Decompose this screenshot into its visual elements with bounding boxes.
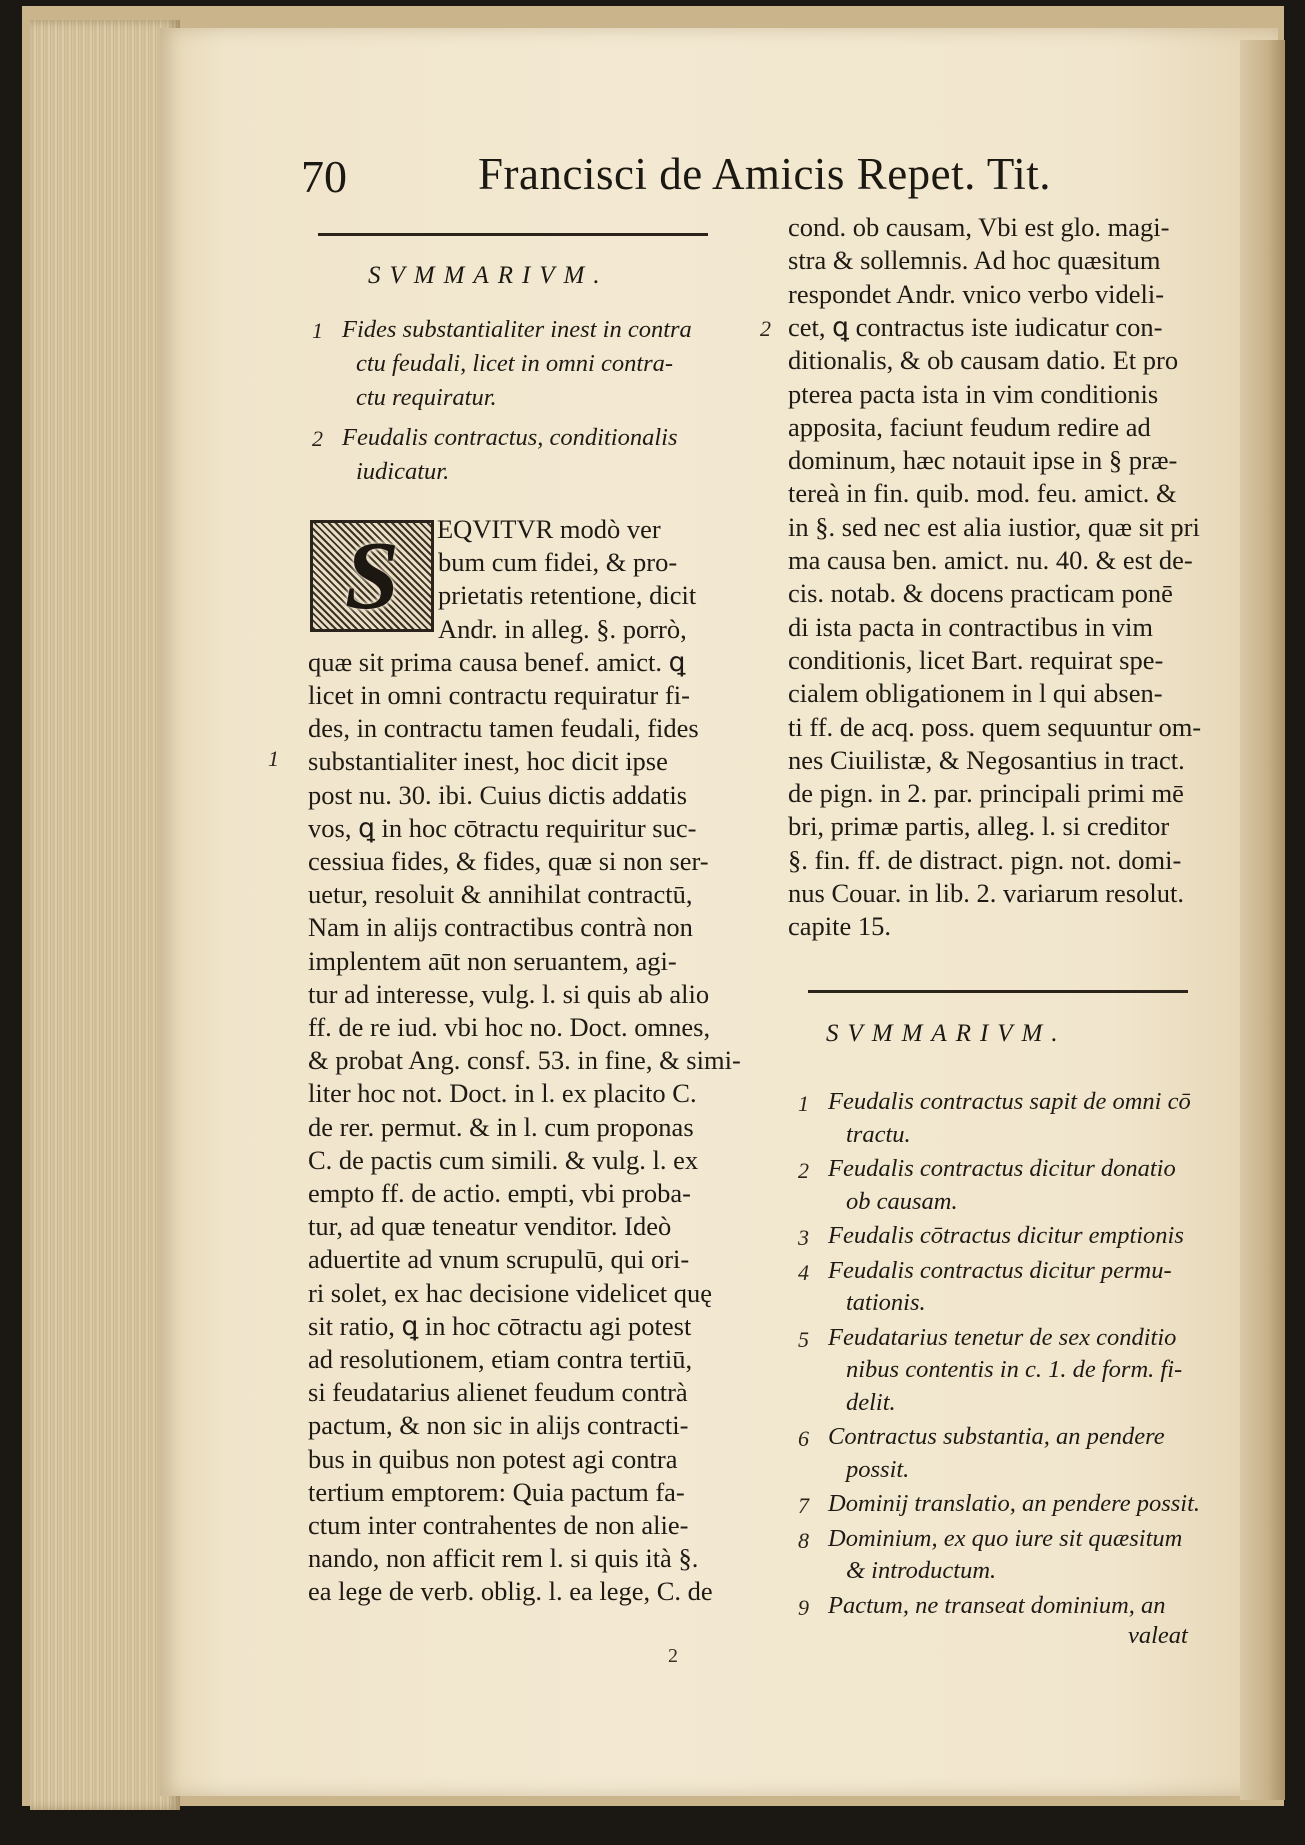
body-line: uetur, resoluit & annihilat contractū, (308, 879, 693, 910)
summary-item-line: Feudalis contractus, conditionalis (342, 424, 678, 451)
summary-item-line: delit. (846, 1388, 896, 1416)
body-line: de rer. permut. & in l. cum proponas (308, 1111, 694, 1142)
body-line: tertium emptorem: Quia pactum fa- (308, 1476, 685, 1507)
body-line: cialem obligationem in l qui absen- (788, 678, 1163, 709)
body-line: cet, ꝗ contractus iste iudicatur con- (788, 311, 1163, 342)
summary-item-number: 3 (798, 1225, 809, 1250)
margin-mark: 2 (760, 315, 771, 341)
body-line: de pign. in 2. par. principali primi mē (788, 778, 1184, 809)
summary-item-line: iudicatur. (356, 458, 450, 485)
drop-cap-letter: S (344, 522, 400, 630)
summary-item-line: tractu. (846, 1120, 911, 1148)
summary-item-line: Feudalis contractus sapit de omni cō (828, 1088, 1191, 1115)
summary-item-number: 7 (798, 1493, 809, 1518)
left-header-rule (318, 233, 708, 236)
body-line: Andr. in alleg. §. porrò, (438, 613, 687, 644)
body-line: nando, non afficit rem l. si quis ità §. (308, 1543, 699, 1574)
page-edges (30, 20, 180, 1810)
body-line: ad resolutionem, etiam contra tertiū, (308, 1344, 693, 1374)
body-line: stra & sollemnis. Ad hoc quæsitum (788, 245, 1161, 276)
body-line: capite 15. (788, 911, 892, 942)
summary-item-number: 5 (798, 1326, 809, 1352)
body-line: ri solet, ex hac decisione videlicet quę (308, 1277, 712, 1308)
summary-item-line: ob causam. (846, 1187, 958, 1215)
body-line: ditionalis, & ob causam datio. Et pro (788, 345, 1179, 376)
summary-item-line: Feudalis cōtractus dicitur emptionis (828, 1222, 1184, 1249)
summary-item-number: 2 (798, 1158, 809, 1183)
body-line: EQVITVR modò ver (437, 514, 661, 544)
body-line: bum cum fidei, & pro- (438, 547, 678, 578)
body-line: pactum, & non sic in alijs contracti- (308, 1410, 689, 1441)
summary-item-line: ctu feudali, licet in omni contra- (356, 350, 674, 377)
summary-item-number: 8 (798, 1527, 809, 1553)
body-line: di ista pacta in contractibus in vim (788, 611, 1154, 642)
summary-item-line: nibus contentis in c. 1. de form. fi- (846, 1356, 1183, 1383)
right-summary-heading: SVMMARIVM. (826, 1020, 1067, 1047)
body-line: apposita, faciunt feudum redire ad (788, 411, 1151, 442)
body-line: §. fin. ff. de distract. pign. not. domi- (788, 844, 1182, 875)
drop-cap (310, 520, 434, 632)
body-line: vos, ꝗ in hoc cōtractu requiritur suc- (308, 812, 697, 843)
body-line: pterea pacta ista in vim conditionis (788, 378, 1159, 409)
signature-mark: 2 (668, 1645, 678, 1667)
body-line: quæ sit prima causa benef. amict. ꝗ (308, 646, 686, 677)
body-line: liter hoc not. Doct. in l. ex placito C. (308, 1078, 697, 1109)
body-line: in §. sed nec est alia iustior, quæ sit pri (788, 511, 1200, 542)
summary-item-line: Feudatarius tenetur de sex conditio (828, 1323, 1177, 1351)
body-line: cis. notab. & docens practicam ponē (788, 578, 1173, 609)
running-title: Francisci de Amicis Repet. Tit. (478, 149, 1051, 199)
summary-item-line: ctu requiratur. (356, 384, 497, 411)
page-number: 70 (301, 151, 347, 202)
summary-item-line: Feudalis contractus dicitur permu- (828, 1256, 1172, 1284)
summary-item-line: Fides substantialiter inest in contra (342, 316, 692, 343)
body-line: conditionis, licet Bart. requirat spe- (788, 644, 1164, 675)
body-line: Nam in alijs contractibus contrà non (308, 912, 693, 943)
body-line: ea lege de verb. oblig. l. ea lege, C. de (308, 1576, 713, 1607)
margin-mark: 1 (268, 746, 279, 772)
body-line: cessiua fides, & fides, quæ si non ser- (308, 846, 709, 876)
summary-item-line: Pactum, ne transeat dominium, an (828, 1591, 1166, 1619)
body-line: post nu. 30. ibi. Cuius dictis addatis (308, 779, 688, 810)
body-line: licet in omni contractu requiratur fi- (308, 680, 690, 710)
body-line: ti ff. de acq. poss. quem sequuntur om- (788, 711, 1202, 742)
summary-item-line: Feudalis contractus dicitur donatio (828, 1155, 1176, 1182)
body-line: empto ff. de actio. empti, vbi proba- (308, 1178, 691, 1208)
body-line: cond. ob causam, Vbi est glo. magi- (788, 212, 1170, 242)
summary-item-number: 6 (798, 1426, 809, 1451)
summary-item-line: Dominij translatio, an pendere possit. (828, 1490, 1201, 1517)
summary-item-line: tationis. (846, 1289, 926, 1316)
right-summary-rule (808, 990, 1188, 993)
body-line: tereà in fin. quib. mod. feu. amict. & (788, 478, 1177, 509)
body-line: dominum, hæc notauit ipse in § præ- (788, 445, 1178, 476)
body-line: bri, primæ partis, alleg. l. si creditor (788, 811, 1170, 842)
summary-item-number: 1 (798, 1091, 809, 1116)
body-line: & probat Ang. consf. 53. in fine, & simi- (308, 1045, 741, 1076)
summary-item-line: possit. (846, 1455, 910, 1483)
body-line: tur ad interesse, vulg. l. si quis ab alio (308, 978, 710, 1009)
summary-item-number: 9 (798, 1594, 809, 1620)
summary-item-number: 4 (798, 1259, 809, 1285)
body-line: ma causa ben. amict. nu. 40. & est de- (788, 545, 1193, 575)
summary-item-number: 1 (312, 318, 323, 343)
body-line: sit ratio, ꝗ in hoc cōtractu agi potest (308, 1310, 692, 1341)
body-line: des, in contractu tamen feudali, fides (308, 713, 699, 744)
body-line: bus in quibus non potest agi contra (308, 1443, 678, 1474)
body-line: respondet Andr. vnico verbo videli- (788, 278, 1165, 309)
body-line: ctum inter contrahentes de non alie- (308, 1510, 689, 1540)
body-line: nus Couar. in lib. 2. variarum resolut. (788, 878, 1184, 908)
body-line: prietatis retentione, dicit (438, 580, 697, 611)
body-line: substantialiter inest, hoc dicit ipse (308, 746, 668, 777)
body-line: aduertite ad vnum scrupulū, qui ori- (308, 1244, 690, 1275)
body-line: tur, ad quæ teneatur venditor. Ideò (308, 1211, 672, 1242)
body-line: ff. de re iud. vbi hoc no. Doct. omnes, (308, 1012, 711, 1042)
summary-item-number: 2 (312, 426, 323, 451)
body-line: nes Ciuilistæ, & Negosantius in tract. (788, 744, 1185, 775)
body-line: C. de pactis cum simili. & vulg. l. ex (308, 1144, 699, 1175)
gutter-edge (1240, 40, 1285, 1800)
summary-item-line: & introductum. (846, 1557, 997, 1584)
catchword: valeat (1128, 1622, 1188, 1649)
body-line: implentem aūt non seruantem, agi- (308, 945, 677, 976)
left-summary-heading: SVMMARIVM. (368, 262, 609, 289)
body-line: si feudatarius alienet feudum contrà (308, 1377, 688, 1408)
summary-item-line: Dominium, ex quo iure sit quæsitum (828, 1524, 1183, 1552)
summary-item-line: Contractus substantia, an pendere (828, 1423, 1165, 1450)
